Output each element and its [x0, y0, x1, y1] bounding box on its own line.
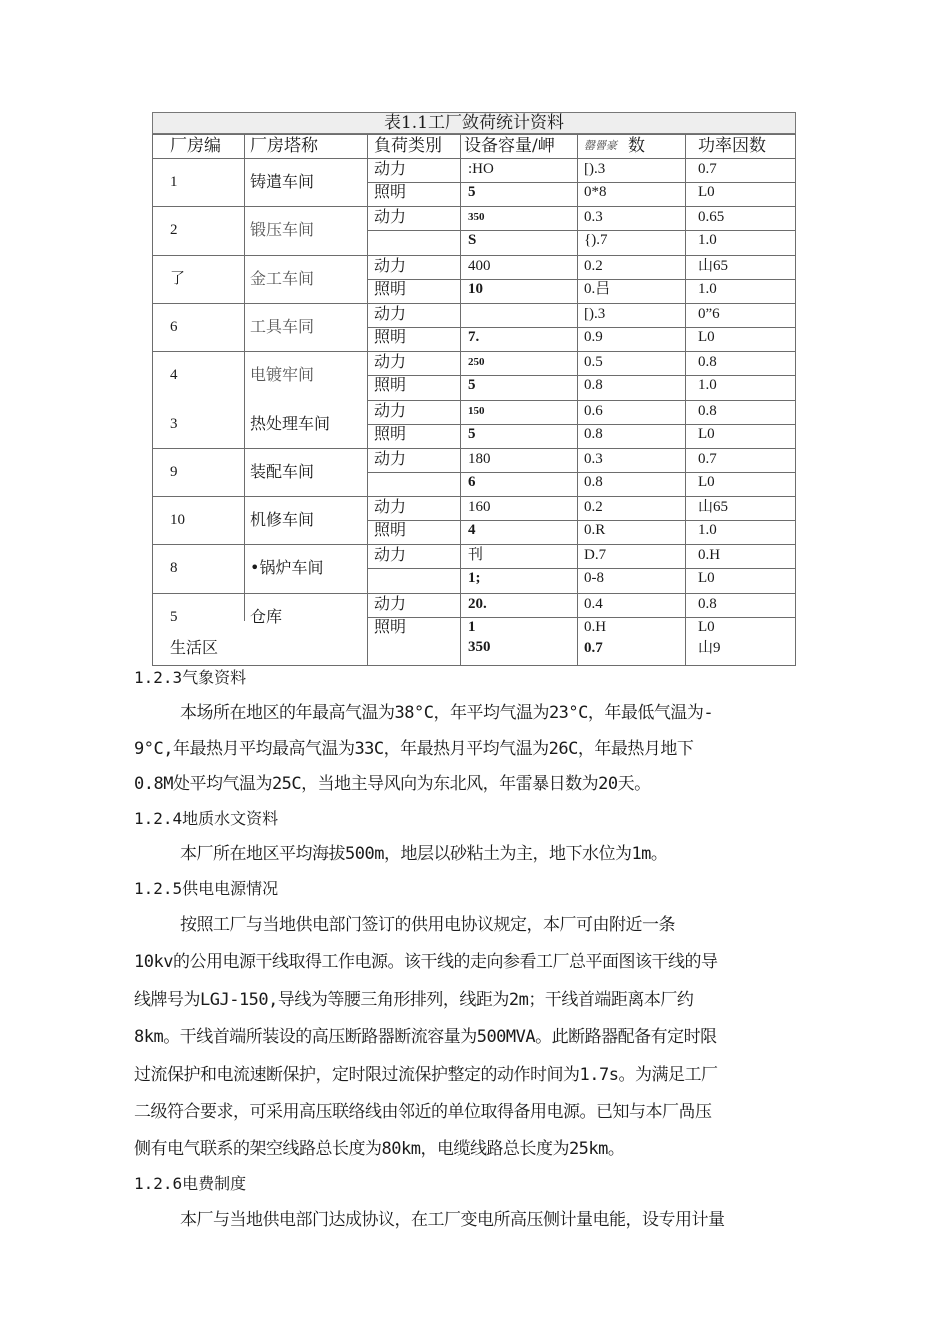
living-area-demand-factor: 0.7 — [584, 640, 603, 656]
header-workshop-name: 厂房塔称 — [250, 136, 318, 156]
demand-factor: 0.5 — [584, 354, 603, 371]
installed-capacity: 5 — [468, 184, 476, 200]
load-type: 动力 — [374, 255, 407, 275]
paragraph-line: 按照工厂与当地供电部门签订的供用电协议规定，本厂可由附近一条 — [180, 915, 675, 935]
workshop-no: 10 — [170, 512, 185, 529]
demand-factor: 0.3 — [584, 209, 603, 226]
installed-capacity: 1; — [468, 570, 481, 587]
paragraph-line: 过流保护和电流速断保护，定时限过流保护整定的动作时间为1.7s。为满足工厂 — [134, 1065, 718, 1085]
power-factor: L0 — [698, 570, 715, 587]
installed-capacity: 1 — [468, 618, 476, 635]
power-factor: 0”6 — [698, 305, 720, 322]
power-factor: 山65 — [698, 257, 729, 274]
power-factor: L0 — [698, 328, 715, 345]
header-demand-factor: 数 — [628, 136, 645, 156]
power-factor: 0.8 — [698, 595, 717, 612]
power-factor: L0 — [698, 425, 715, 442]
load-type: 动力 — [374, 303, 407, 323]
power-factor: 0.7 — [698, 450, 717, 467]
paragraph-line: 侧有电气联系的架空线路总长度为80km，电缆线路总长度为25km。 — [134, 1139, 625, 1159]
demand-factor: 0.8 — [584, 473, 603, 490]
workshop-no: 了 — [170, 270, 186, 287]
workshop-no: 2 — [170, 222, 178, 239]
demand-factor: 0.2 — [584, 257, 603, 274]
workshop-name: 工具车同 — [250, 316, 315, 336]
power-factor: 1.0 — [698, 280, 717, 297]
demand-factor: 0.8 — [584, 377, 603, 394]
workshop-no: 6 — [170, 318, 178, 335]
paragraph-line: 二级符合要求，可采用高压联络线由邻近的单位取得备用电源。已知与本厂咼压 — [134, 1102, 712, 1122]
table-rule — [367, 472, 796, 473]
load-type: 动力 — [374, 352, 407, 372]
demand-factor: [).3 — [584, 161, 606, 177]
paragraph-line: 0.8M处平均气温为25C，当地主导风向为东北风，年雷暴日数为20天。 — [134, 774, 651, 794]
table-rule — [367, 617, 796, 618]
demand-factor: 0*8 — [584, 184, 607, 200]
power-factor: L0 — [698, 473, 715, 490]
installed-capacity: 刊 — [468, 547, 484, 564]
power-factor: 0.65 — [698, 209, 725, 226]
power-factor: L0 — [698, 184, 715, 200]
installed-capacity: 10 — [468, 280, 483, 297]
load-type: 照明 — [374, 423, 407, 443]
demand-factor: 0.9 — [584, 328, 603, 345]
workshop-no: 9 — [170, 463, 178, 480]
table-rule — [367, 375, 796, 376]
power-factor: 0.7 — [698, 161, 717, 177]
section-1-2-3-heading: 1.2.3气象资料 — [134, 668, 247, 687]
power-factor: 0.H — [698, 547, 721, 564]
power-factor: 1.0 — [698, 377, 717, 394]
installed-capacity: 180 — [468, 450, 491, 467]
installed-capacity: 20. — [468, 595, 487, 612]
load-type: 动力 — [374, 159, 407, 178]
installed-capacity: 5 — [468, 377, 476, 394]
load-type: 照明 — [374, 326, 407, 346]
workshop-no: 3 — [170, 415, 178, 432]
power-factor: 山65 — [698, 499, 729, 516]
demand-factor: D.7 — [584, 547, 607, 564]
header-workshop-no: 厂房编 — [170, 136, 221, 156]
demand-factor: {).7 — [584, 232, 608, 249]
installed-capacity: 7. — [468, 328, 480, 345]
installed-capacity: S — [468, 232, 477, 249]
workshop-name: •锅炉车间 — [250, 558, 324, 578]
load-type: 动力 — [374, 497, 407, 517]
section-1-2-6-heading: 1.2.6电费制度 — [134, 1174, 247, 1193]
header-demand-small: 罄罾豪 — [584, 139, 617, 152]
header-power-factor: 功率因数 — [698, 136, 766, 156]
installed-capacity: 250 — [468, 356, 485, 369]
table-rule — [367, 400, 796, 401]
demand-factor: 0.8 — [584, 425, 603, 442]
demand-factor: 0.6 — [584, 402, 603, 419]
table-caption: 表1.1工厂敛荷统计资料 — [152, 112, 796, 134]
load-type: 动力 — [374, 545, 407, 565]
load-type: 照明 — [374, 375, 407, 395]
living-area-label: 生活区 — [170, 638, 219, 657]
header-capacity: 设备容量/岬 — [464, 136, 555, 156]
table-rule — [152, 665, 796, 666]
table-rule — [367, 424, 796, 425]
installed-capacity: 4 — [468, 522, 476, 539]
load-type: 动力 — [374, 400, 407, 420]
table-rule — [367, 279, 796, 280]
workshop-name: 热处理车间 — [250, 413, 331, 433]
workshop-name: 铸遣车间 — [250, 172, 315, 191]
section-1-2-4-heading: 1.2.4地质水文资料 — [134, 809, 279, 828]
workshop-name: 仓库 — [250, 606, 283, 626]
table-rule — [367, 182, 796, 183]
installed-capacity: 5 — [468, 425, 476, 442]
workshop-no: 4 — [170, 367, 178, 384]
power-factor: 1.0 — [698, 232, 717, 249]
demand-factor: [).3 — [584, 305, 606, 322]
power-factor: 0.8 — [698, 354, 717, 371]
power-factor: 1.0 — [698, 522, 717, 539]
demand-factor: 0.R — [584, 522, 606, 539]
paragraph-line: 8km。干线首端所装设的高压断路器断流容量为500MVA。此断路器配备有定时限 — [134, 1027, 717, 1047]
demand-factor: 0.吕 — [584, 280, 611, 297]
workshop-name: 金工车间 — [250, 268, 315, 288]
workshop-name: 锻压车间 — [250, 220, 315, 240]
workshop-name: 电镀牢间 — [250, 365, 315, 385]
section-1-2-5-heading: 1.2.5供电电源情况 — [134, 879, 279, 898]
paragraph-line: 本厂与当地供电部门达成协议，在工厂变电所高压侧计量电能，设专用计量 — [180, 1210, 725, 1230]
table-rule — [152, 134, 153, 665]
demand-factor: 0-8 — [584, 570, 604, 587]
demand-factor: 0.2 — [584, 499, 603, 516]
table-rule — [367, 230, 796, 231]
workshop-no: 8 — [170, 560, 178, 577]
living-area-capacity: 350 — [468, 639, 491, 655]
workshop-name: 机修车间 — [250, 510, 315, 530]
paragraph-line: 9°C,年最热月平均最高气温为33C，年最热月平均气温为26C，年最热月地下 — [134, 739, 694, 759]
table-rule — [152, 134, 796, 135]
installed-capacity: 6 — [468, 473, 476, 490]
load-type: 照明 — [374, 182, 407, 201]
table-rule — [367, 327, 796, 328]
installed-capacity: 350 — [468, 211, 485, 224]
paragraph-line: 10kv的公用电源干线取得工作电源。该干线的走向参看工厂总平面图该干线的导 — [134, 952, 718, 972]
demand-factor: 0.4 — [584, 595, 603, 612]
load-statistics-table — [152, 112, 796, 665]
load-type: 照明 — [374, 520, 407, 540]
installed-capacity: 150 — [468, 404, 485, 417]
power-factor: L0 — [698, 618, 715, 635]
installed-capacity: :HO — [468, 161, 494, 177]
workshop-no: 5 — [170, 608, 178, 625]
load-type: 动力 — [374, 207, 407, 227]
installed-capacity: 400 — [468, 257, 491, 274]
living-area-power-factor: 山9 — [698, 640, 721, 656]
installed-capacity: 160 — [468, 499, 491, 516]
header-load-type: 負荷类別 — [374, 136, 442, 156]
table-rule — [367, 520, 796, 521]
demand-factor: 0.3 — [584, 450, 603, 467]
paragraph-line: 本厂所在地区平均海拔500m，地层以砂粘土为主，地下水位为1m。 — [180, 844, 668, 864]
load-type: 动力 — [374, 448, 407, 468]
load-type: 动力 — [374, 593, 407, 613]
demand-factor: 0.H — [584, 618, 607, 635]
workshop-name: 装配车间 — [250, 461, 315, 481]
power-factor: 0.8 — [698, 402, 717, 419]
workshop-no: 1 — [170, 174, 178, 190]
load-type: 照明 — [374, 616, 407, 636]
load-type: 照明 — [374, 278, 407, 298]
paragraph-line: 线牌号为LGJ-150,导线为等腰三角形排列，线距为2m；干线首端距离本厂约 — [134, 990, 694, 1010]
table-rule — [367, 568, 796, 569]
paragraph-line: 本场所在地区的年最高气温为38°C，年平均气温为23°C，年最低气温为- — [180, 703, 714, 723]
